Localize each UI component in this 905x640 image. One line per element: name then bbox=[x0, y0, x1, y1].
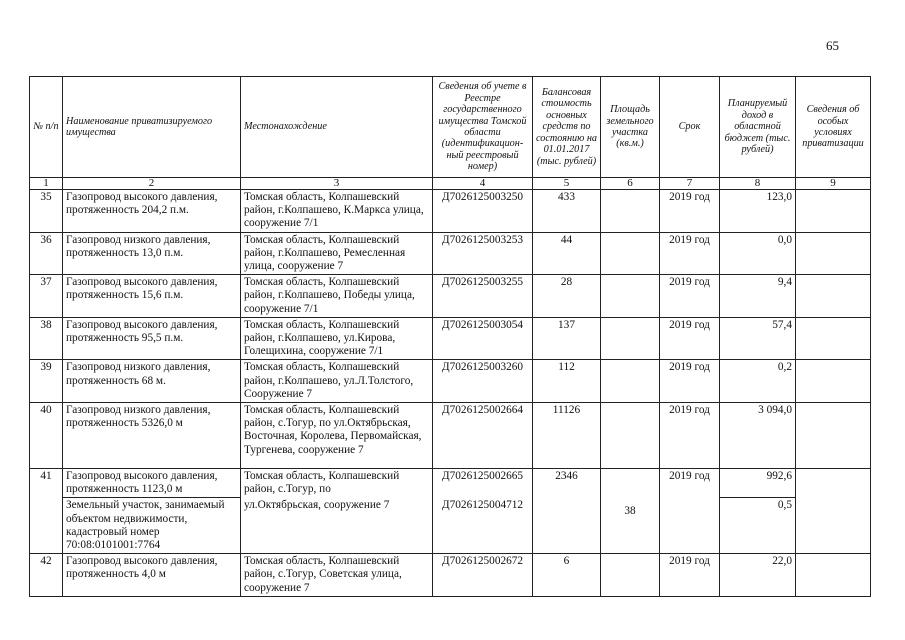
property-name: Газопровод высокого давления, протяженность 15,6 п.м. bbox=[63, 275, 241, 318]
land-area bbox=[601, 360, 660, 403]
property-name: Газопровод высокого давления, протяженность 4,0 м bbox=[63, 554, 241, 597]
property-location: Томская область, Колпашевский район, г.Колпашево, ул.Л.Толстого, Сооружение 7 bbox=[241, 360, 433, 403]
balance-value: 112 bbox=[533, 360, 601, 403]
property-name: Газопровод высокого давления, протяженность 1123,0 м bbox=[63, 469, 241, 498]
planned-income: 0,5 bbox=[720, 498, 796, 554]
row-number: 38 bbox=[30, 317, 63, 360]
registry-number: Д7026125003054 bbox=[433, 317, 533, 360]
registry-number: Д7026125003253 bbox=[433, 232, 533, 275]
land-area bbox=[601, 190, 660, 233]
land-area: 38 bbox=[601, 469, 660, 554]
row-number: 37 bbox=[30, 275, 63, 318]
table-row bbox=[30, 498, 871, 554]
planned-income: 0,2 bbox=[720, 360, 796, 403]
balance-value: 2346 bbox=[533, 469, 601, 498]
special-conditions bbox=[796, 403, 871, 469]
balance-value: 433 bbox=[533, 190, 601, 233]
balance-value: 44 bbox=[533, 232, 601, 275]
col-header-location: Местонахождение bbox=[241, 77, 433, 178]
header-row bbox=[30, 77, 871, 178]
row-number: 42 bbox=[30, 554, 63, 597]
term: 2019 год bbox=[660, 469, 720, 498]
planned-income: 0,0 bbox=[720, 232, 796, 275]
col-number: 9 bbox=[796, 178, 871, 190]
table-row bbox=[30, 317, 871, 360]
table-row bbox=[30, 403, 871, 469]
table-row bbox=[30, 469, 871, 498]
col-number: 1 bbox=[30, 178, 63, 190]
row-number: 35 bbox=[30, 190, 63, 233]
balance-value: 11126 bbox=[533, 403, 601, 469]
col-header-registry: Сведения об учете в Реестре государственного имущества Томской области (идентификацион-ный реестровый номер) bbox=[433, 77, 533, 178]
property-location: Томская область, Колпашевский район, г.Колпашево, Победы улица, сооружение 7/1 bbox=[241, 275, 433, 318]
term: 2019 год bbox=[660, 232, 720, 275]
registry-number: Д7026125003260 bbox=[433, 360, 533, 403]
land-area bbox=[601, 275, 660, 318]
col-number: 2 bbox=[63, 178, 241, 190]
term: 2019 год bbox=[660, 317, 720, 360]
balance-value: 6 bbox=[533, 554, 601, 597]
col-header-name: Наименование приватизируемого имущества bbox=[63, 77, 241, 178]
property-name: Газопровод высокого давления, протяженность 95,5 п.м. bbox=[63, 317, 241, 360]
property-location: Томская область, Колпашевский район, с.Тогур, по bbox=[241, 469, 433, 498]
land-area bbox=[601, 317, 660, 360]
col-number: 8 bbox=[720, 178, 796, 190]
col-number: 4 bbox=[433, 178, 533, 190]
term-empty bbox=[660, 498, 720, 554]
balance-value: 137 bbox=[533, 317, 601, 360]
special-conditions bbox=[796, 360, 871, 403]
term: 2019 год bbox=[660, 403, 720, 469]
special-conditions bbox=[796, 275, 871, 318]
planned-income: 3 094,0 bbox=[720, 403, 796, 469]
row-number: 36 bbox=[30, 232, 63, 275]
planned-income: 123,0 bbox=[720, 190, 796, 233]
col-number: 5 bbox=[533, 178, 601, 190]
property-name: Газопровод низкого давления, протяженность 5326,0 м bbox=[63, 403, 241, 469]
col-number: 7 bbox=[660, 178, 720, 190]
property-name: Газопровод низкого давления, протяженность 13,0 п.м. bbox=[63, 232, 241, 275]
property-location: Томская область, Колпашевский район, г.Колпашево, К.Маркса улица, сооружение 7/1 bbox=[241, 190, 433, 233]
term: 2019 год bbox=[660, 360, 720, 403]
col-header-term: Срок bbox=[660, 77, 720, 178]
land-area bbox=[601, 232, 660, 275]
special-conditions bbox=[796, 554, 871, 597]
land-area bbox=[601, 403, 660, 469]
property-location: ул.Октябрьская, сооружение 7 bbox=[241, 498, 433, 554]
land-area bbox=[601, 554, 660, 597]
property-location: Томская область, Колпашевский район, с.Тогур, по ул.Октябрьская, Восточная, Королева, Первомайская, Тургенева, сооружение 7 bbox=[241, 403, 433, 469]
property-location: Томская область, Колпашевский район, г.Колпашево, ул.Кирова, Голещихина, сооружение 7/1 bbox=[241, 317, 433, 360]
property-location: Томская область, Колпашевский район, с.Тогур, Советская улица, сооружение 7 bbox=[241, 554, 433, 597]
table-row bbox=[30, 275, 871, 318]
col-header-special: Сведения об особых условиях приватизации bbox=[796, 77, 871, 178]
page-number: 65 bbox=[826, 38, 839, 53]
term: 2019 год bbox=[660, 190, 720, 233]
col-header-balance: Балансовая стоимость основных средств по состоянию на 01.01.2017 (тыс. рублей) bbox=[533, 77, 601, 178]
row-number: 39 bbox=[30, 360, 63, 403]
planned-income: 57,4 bbox=[720, 317, 796, 360]
balance-value-empty bbox=[533, 498, 601, 554]
row-number: 40 bbox=[30, 403, 63, 469]
registry-number: Д7026125003255 bbox=[433, 275, 533, 318]
registry-number: Д7026125002672 bbox=[433, 554, 533, 597]
special-conditions bbox=[796, 232, 871, 275]
special-conditions bbox=[796, 317, 871, 360]
registry-number: Д7026125004712 bbox=[433, 498, 533, 554]
property-name: Земельный участок, занимаемый объектом недвижимости, кадастровый номер 70:08:0101001:7764 bbox=[63, 498, 241, 554]
table-row bbox=[30, 554, 871, 597]
property-name: Газопровод высокого давления, протяженность 204,2 п.м. bbox=[63, 190, 241, 233]
property-name: Газопровод низкого давления, протяженность 68 м. bbox=[63, 360, 241, 403]
balance-value: 28 bbox=[533, 275, 601, 318]
special-conditions bbox=[796, 190, 871, 233]
col-header-num: № п/п bbox=[30, 77, 63, 178]
registry-number: Д7026125002664 bbox=[433, 403, 533, 469]
column-number-row bbox=[30, 178, 871, 190]
property-location: Томская область, Колпашевский район, г.Колпашево, Ремесленная улица, сооружение 7 bbox=[241, 232, 433, 275]
term: 2019 год bbox=[660, 554, 720, 597]
privatization-table bbox=[29, 76, 871, 597]
col-number: 6 bbox=[601, 178, 660, 190]
table-row bbox=[30, 232, 871, 275]
row-number: 41 bbox=[30, 469, 63, 554]
registry-number: Д7026125003250 bbox=[433, 190, 533, 233]
col-header-income: Планируемый доход в областной бюджет (тыс. рублей) bbox=[720, 77, 796, 178]
planned-income: 992,6 bbox=[720, 469, 796, 498]
table-row bbox=[30, 360, 871, 403]
registry-number: Д7026125002665 bbox=[433, 469, 533, 498]
term: 2019 год bbox=[660, 275, 720, 318]
planned-income: 9,4 bbox=[720, 275, 796, 318]
table-row bbox=[30, 190, 871, 233]
col-header-area: Площадь земельного участка (кв.м.) bbox=[601, 77, 660, 178]
special-conditions bbox=[796, 469, 871, 554]
planned-income: 22,0 bbox=[720, 554, 796, 597]
col-number: 3 bbox=[241, 178, 433, 190]
